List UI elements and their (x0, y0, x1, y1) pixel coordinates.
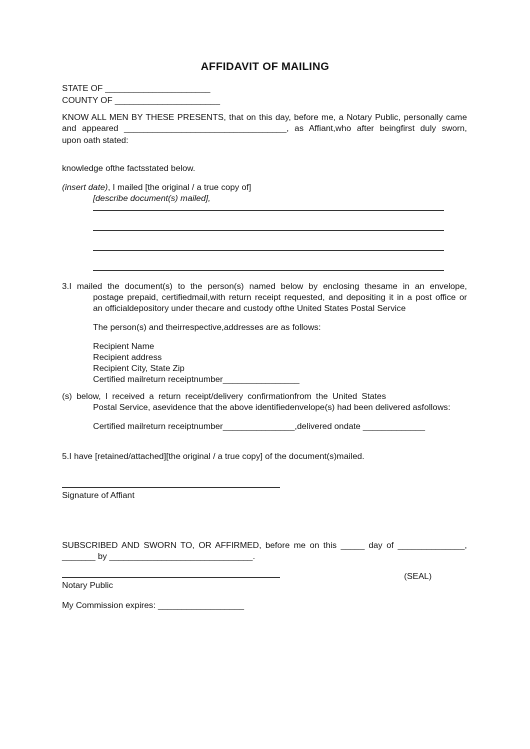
paragraph-3-line-3: an officialdepository under thecare and custody ofthe United States Postal Service (93, 303, 406, 313)
description-line-1 (93, 210, 444, 211)
notary-signature-line (62, 577, 280, 578)
recipient-name: Recipient Name (93, 341, 155, 351)
know-all-men-line-3: upon oath stated: (62, 135, 129, 145)
paragraph-5: 5.I have [retained/attached][the original / a true copy] of the document(s)mailed. (62, 451, 365, 461)
return-receipt-line-2: Postal Service, asevidence that the above identifiedenvelope(s) had been delivered asfollows: (93, 402, 451, 412)
paragraph-3-line-1: 3.I mailed the document(s) to the person(s) named below by enclosing thesame in an envelope, (62, 281, 467, 291)
know-all-men-line-1: KNOW ALL MEN BY THESE PRESENTS, that on this day, before me, a Notary Public, personally came (62, 112, 467, 122)
description-line-2 (93, 230, 444, 231)
return-receipt-line-1: (s) below, I received a return receipt/delivery confirmationfrom the United States (62, 391, 386, 401)
signature-of-affiant-label: Signature of Affiant (62, 490, 135, 500)
persons-addresses-heading: The person(s) and theirrespective,addresses are as follows: (93, 322, 321, 332)
state-field: STATE OF ______________________ (62, 83, 211, 93)
affiant-signature-line (62, 487, 280, 488)
notary-public-label: Notary Public (62, 580, 114, 590)
mailed-statement (62, 182, 318, 192)
description-line-4 (93, 270, 444, 271)
mailed-text: , I mailed [the original / a true copy of] (107, 182, 252, 192)
insert-date-placeholder: (insert date) (62, 182, 108, 192)
subscribed-line-2: _______ by ______________________________. (62, 551, 256, 561)
county-field: COUNTY OF ______________________ (62, 95, 220, 105)
recipient-city-state-zip: Recipient City, State Zip (93, 363, 185, 373)
know-all-men-line-2: and appeared __________________________________, as Affiant,who after beingfirst duly sworn, (62, 123, 467, 133)
document-title: AFFIDAVIT OF MAILING (200, 61, 330, 73)
commission-expires: My Commission expires: __________________ (62, 600, 245, 610)
description-line-3 (93, 250, 444, 251)
paragraph-3-line-2: postage prepaid, certifiedmail,with return receipt requested, and depositing it in a post office or (93, 292, 467, 302)
seal-label: (SEAL) (404, 571, 432, 581)
subscribed-line-1: SUBSCRIBED AND SWORN TO, OR AFFIRMED, before me on this _____ day of ______________, (62, 540, 467, 550)
knowledge-statement: knowledge ofthe factsstated below. (62, 163, 196, 173)
certified-receipt-number: Certified mailreturn receiptnumber________________ (93, 374, 300, 384)
recipient-address: Recipient address (93, 352, 162, 362)
describe-documents-placeholder: [describe document(s) mailed], (93, 193, 211, 203)
certified-delivered-date: Certified mailreturn receiptnumber_______________,delivered ondate _____________ (93, 421, 426, 431)
